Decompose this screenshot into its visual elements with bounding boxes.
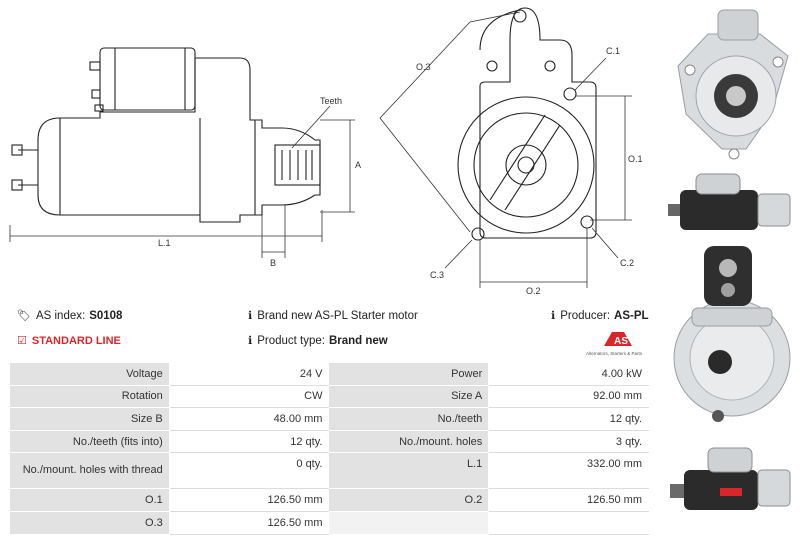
technical-drawing	[0, 0, 660, 300]
teeth-label: Teeth	[320, 96, 343, 106]
photo-front-view[interactable]	[660, 4, 800, 169]
check-square-icon: ☑	[17, 335, 27, 347]
spec-value-empty	[489, 511, 649, 534]
spec-value: 126.50 mm	[169, 511, 329, 534]
dim-c2-label: C.2	[620, 258, 635, 268]
spec-value: 24 V	[169, 363, 329, 386]
table-row	[10, 489, 649, 512]
spec-key: Power	[329, 363, 489, 386]
producer-label: Producer:	[560, 309, 611, 322]
spec-key: No./mount. holes with thread	[10, 453, 170, 489]
spec-key-empty	[329, 511, 489, 534]
dim-b-label: B	[270, 258, 277, 268]
dim-l1-label: L.1	[158, 238, 171, 248]
product-type-row	[248, 334, 388, 347]
spec-key: O.1	[10, 489, 170, 512]
spec-key: Size A	[329, 385, 489, 408]
table-row	[10, 363, 649, 386]
description-text: Brand new AS-PL Starter motor	[257, 309, 418, 322]
spec-value: 48.00 mm	[169, 408, 329, 431]
product-photos	[660, 0, 800, 546]
spec-key: Size B	[10, 408, 170, 431]
spec-key: No./teeth (fits into)	[10, 430, 170, 453]
spec-value: 4.00 kW	[489, 363, 649, 386]
standard-line-label: STANDARD LINE	[31, 334, 121, 347]
table-row	[10, 511, 649, 534]
as-pl-logo	[586, 332, 652, 358]
dim-c1-label: C.1	[606, 46, 621, 56]
spec-key: No./mount. holes	[329, 430, 489, 453]
dim-a-label: A	[355, 160, 362, 170]
producer-value: AS-PL	[614, 309, 649, 322]
producer-row	[551, 309, 649, 322]
spec-value: 0 qty.	[169, 453, 329, 489]
dim-o2-label: O.2	[526, 286, 541, 296]
tag-icon: 🏷	[17, 310, 31, 322]
front-bore-outer	[458, 97, 594, 233]
spec-key: L.1	[329, 453, 489, 489]
dim-c3-label: C.3	[430, 270, 445, 280]
spec-value: 126.50 mm	[169, 489, 329, 512]
front-flange-outline	[480, 8, 596, 238]
spec-key: No./teeth	[329, 408, 489, 431]
svg-text:AS: AS	[614, 336, 628, 347]
info-icon: ℹ	[551, 310, 556, 322]
housing-outline	[38, 58, 255, 222]
spec-value: 12 qty.	[169, 430, 329, 453]
spec-value: 126.50 mm	[489, 489, 649, 512]
product-type-label: Product type:	[257, 334, 325, 347]
brand-logo	[586, 332, 652, 358]
spec-value: CW	[169, 385, 329, 408]
standard-line-row	[17, 334, 121, 347]
spec-value: 12 qty.	[489, 408, 649, 431]
table-row	[10, 385, 649, 408]
description-row	[248, 309, 418, 322]
solenoid-outline	[100, 48, 195, 110]
photo-side-view[interactable]	[660, 168, 800, 240]
dim-o3-label: O.3	[416, 62, 431, 72]
spec-value: 332.00 mm	[489, 453, 649, 489]
as-index-label: AS index:	[35, 309, 86, 322]
as-index-value[interactable]: S0108	[89, 309, 123, 322]
photo-angled-view[interactable]	[660, 440, 800, 520]
spec-key: O.3	[10, 511, 170, 534]
spec-key: Rotation	[10, 385, 170, 408]
svg-text:Alternators, Starters & Parts: Alternators, Starters & Parts	[586, 351, 643, 356]
table-row	[10, 453, 649, 489]
specs-table	[9, 362, 649, 535]
spec-key: O.2	[329, 489, 489, 512]
photo-rear-view[interactable]	[660, 246, 800, 436]
product-type-value: Brand new	[328, 334, 388, 347]
dim-o1-label: O.1	[628, 154, 643, 164]
spec-value: 92.00 mm	[489, 385, 649, 408]
spec-value: 3 qty.	[489, 430, 649, 453]
info-icon: ℹ	[248, 310, 253, 322]
starter-motor-drawing	[0, 0, 660, 300]
table-row	[10, 408, 649, 431]
table-row	[10, 430, 649, 453]
spec-key: Voltage	[10, 363, 170, 386]
as-index-row	[17, 309, 122, 322]
info-icon: ℹ	[248, 335, 253, 347]
